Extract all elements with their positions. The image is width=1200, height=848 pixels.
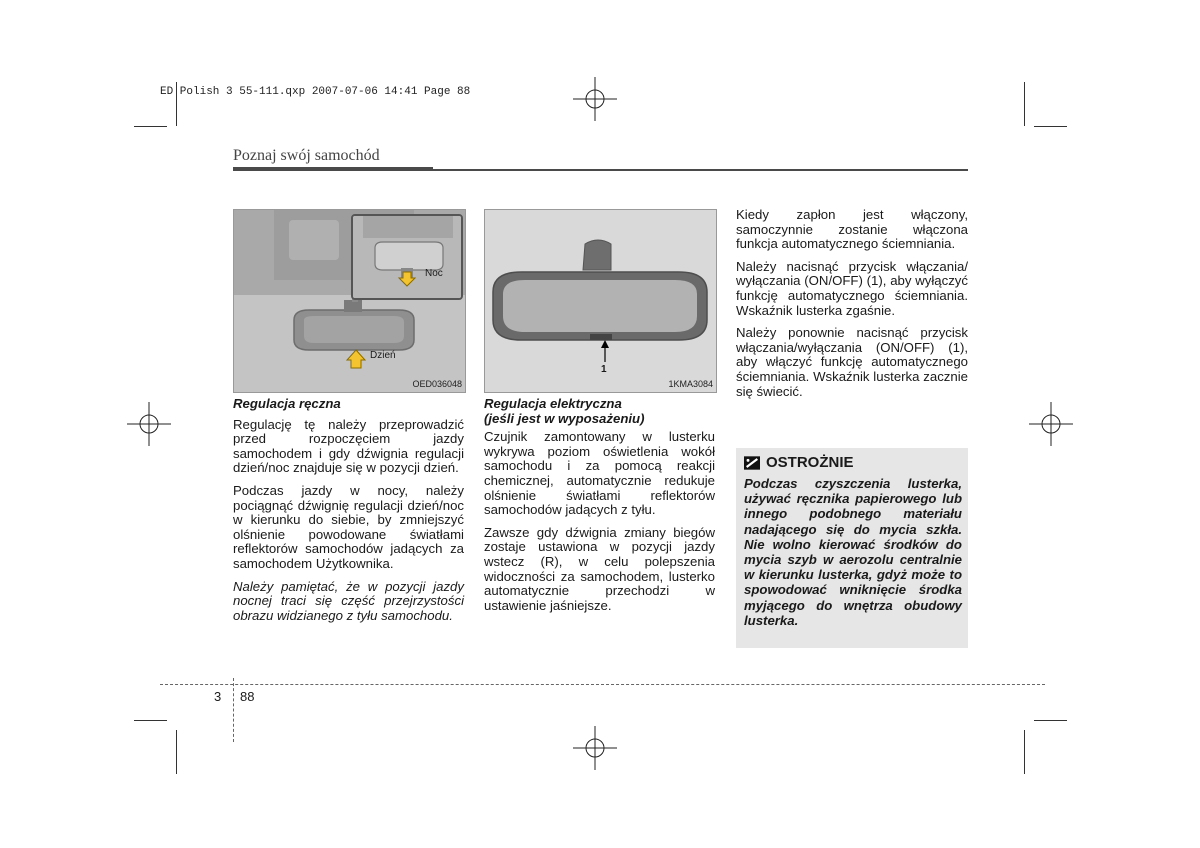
column-electric xyxy=(484,397,715,621)
caution-title: OSTROŻNIE xyxy=(766,454,854,471)
registration-mark-bottom xyxy=(573,726,617,770)
crop-mark xyxy=(176,730,177,774)
column-auto-dimming xyxy=(736,208,968,407)
crop-mark xyxy=(134,720,167,721)
paragraph: Należy ponownie nacisnąć przycisk włączania/wyłączania (ON/OFF) (1), aby włączyć funkcję automatycznego ściemniania. Wskaźnik lusterka zacznie się świecić. xyxy=(736,325,968,399)
print-slug: ED Polish 3 55-111.qxp 2007-07-06 14:41 Page 88 xyxy=(160,86,471,98)
figure-code: 1KMA3084 xyxy=(668,379,713,389)
heading-electric xyxy=(484,397,715,426)
registration-mark-right xyxy=(1029,402,1073,446)
figure-manual-mirror xyxy=(233,209,466,393)
paragraph: Regulację tę należy przeprowadzić przed rozpoczęciem jazdy samochodem i gdy dźwignia regulacji dzień/noc znajduje się w pozycji dzień. xyxy=(233,416,464,476)
heading-manual: Regulacja ręczna xyxy=(233,396,341,411)
paragraph: Czujnik zamontowany w lusterku wykrywa poziom oświetlenia wokół samochodu i za pomocą reakcji chemicznej, automatycznie redukuje olśnienie światłami reflektorów samochodów jadących z tyłu. xyxy=(484,429,715,518)
section-title: Poznaj swój samochód xyxy=(233,147,380,164)
heading-electric-line1: Regulacja elektryczna xyxy=(484,396,622,411)
heading-electric-line2: (jeśli jest w wyposażeniu) xyxy=(484,410,645,426)
column-manual xyxy=(233,397,464,631)
paragraph: Kiedy zapłon jest włączony, samoczynnie zostanie włączona funkcja automatycznego ściemniania. xyxy=(736,207,968,252)
chapter-number: 3 xyxy=(214,689,222,704)
crop-mark xyxy=(1024,730,1025,774)
inset-night xyxy=(351,214,463,300)
registration-mark-left xyxy=(127,402,171,446)
title-rule-thin xyxy=(433,169,968,171)
figure-electric-mirror xyxy=(484,209,717,393)
caution-box xyxy=(736,448,968,648)
caution-icon xyxy=(744,456,760,470)
label-day: Dzień xyxy=(370,350,396,361)
paragraph-note: Należy pamiętać, że w pozycji jazdy nocnej traci się część przejrzystości obrazu widzianego z tyłu samochodu. xyxy=(233,578,464,623)
figure-code: OED036048 xyxy=(412,379,462,389)
title-rule xyxy=(233,167,433,171)
paragraph: Należy nacisnąć przycisk włączania/ wyłączania (ON/OFF) (1), aby wyłączyć funkcję automatycznego ściemniania. Wskaźnik lusterka zgaśnie. xyxy=(736,258,968,318)
crop-mark xyxy=(1034,126,1067,127)
caution-text: Podczas czyszczenia lusterka, używać ręcznika papierowego lub innego podobnego materiału nadającego się do mycia szkła. Nie wolno kierować środków do mycia szyb w aerozolu centralnie w kierunku lusterka, gdyż może to spowodować wniknięcie środka myjącego do wnętrza obudowy lusterka. xyxy=(744,476,962,628)
paragraph: Podczas jazdy w nocy, należy pociągnąć dźwignię regulacji dzień/noc w kierunku do siebie, by zmniejszyć olśnienie powodowane światłami reflektorów samochodów jadących za samochodem Użytkownika. xyxy=(233,482,464,571)
paragraph: Zawsze gdy dźwignia zmiany biegów zostaje ustawiona w pozycji jazdy wstecz (R), w celu polepszenia widoczności za samochodem, lusterko automatycznie przechodzi w ustawienie jaśniejsze. xyxy=(484,524,715,613)
registration-mark-top xyxy=(573,77,617,121)
footer-divider xyxy=(233,678,234,742)
crop-mark xyxy=(134,126,167,127)
footer-rule xyxy=(160,684,1045,685)
crop-mark xyxy=(1024,82,1025,126)
inset-night-illustration xyxy=(353,216,461,298)
page-number: 88 xyxy=(240,689,255,704)
caution-heading xyxy=(744,454,854,471)
label-night: Noc xyxy=(425,268,443,279)
callout-1: 1 xyxy=(601,364,607,375)
crop-mark xyxy=(1034,720,1067,721)
